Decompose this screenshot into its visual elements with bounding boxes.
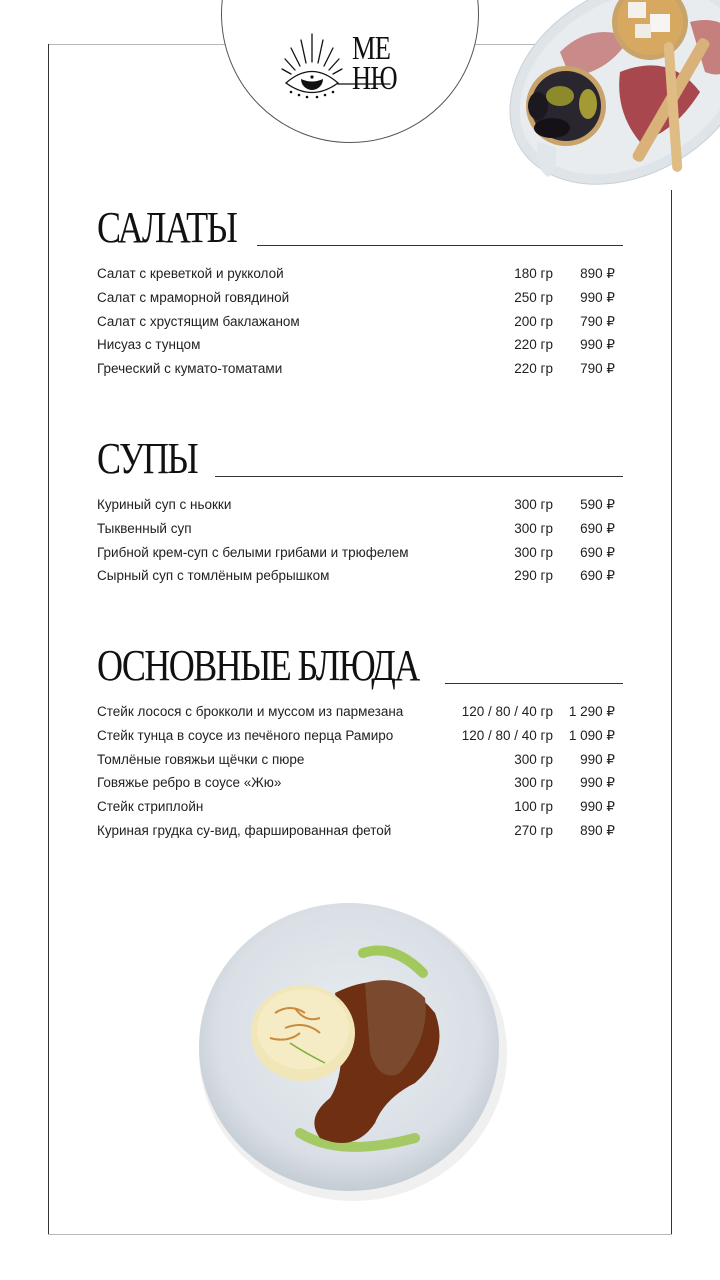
menu-item	[97, 799, 623, 823]
item-price: 990 ₽	[580, 799, 615, 815]
frame-border-bottom	[48, 1234, 672, 1235]
menu-item	[97, 521, 623, 545]
item-weight: 300 гр	[514, 751, 553, 767]
menu-item	[97, 728, 623, 752]
logo-wordmark-line2: НЮ	[352, 60, 397, 97]
logo-wordmark-line1: МЕ	[352, 30, 391, 67]
item-name: Куриная грудка су-вид, фаршированная фетой	[97, 822, 392, 838]
item-price: 990 ₽	[580, 751, 615, 767]
item-price: 990 ₽	[580, 775, 615, 791]
menu-item	[97, 290, 623, 314]
menu-list	[97, 497, 623, 592]
item-weight: 220 гр	[514, 337, 553, 353]
item-weight: 290 гр	[514, 568, 553, 584]
menu-item	[97, 704, 623, 728]
item-name: Салат с креветкой и рукколой	[97, 266, 284, 281]
item-name: Куриный суп с ньокки	[97, 497, 232, 512]
menu-item	[97, 752, 623, 776]
item-price: 1 290 ₽	[568, 704, 615, 719]
item-name: Салат с мраморной говядиной	[97, 289, 290, 305]
item-price: 890 ₽	[580, 266, 615, 281]
item-name: Нисуаз с тунцом	[97, 337, 201, 353]
menu-item	[97, 314, 623, 338]
menu-item	[97, 545, 623, 569]
section-title-soups	[97, 434, 623, 483]
frame-border-left	[48, 44, 49, 1235]
item-weight: 300 гр	[514, 544, 553, 560]
menu-item	[97, 266, 623, 290]
item-name: Стейк лосося с брокколи и муссом из пармезана	[97, 704, 404, 719]
item-weight: 100 гр	[514, 799, 553, 815]
item-price: 690 ₽	[580, 520, 615, 536]
item-price: 890 ₽	[580, 822, 615, 838]
menu-item	[97, 337, 623, 361]
menu-item	[97, 823, 623, 847]
item-name: Говяжье ребро в соусе «Жю»	[97, 775, 282, 791]
frame-border-right	[671, 190, 672, 1235]
section-title-main-dishes	[97, 641, 623, 690]
item-weight: 200 гр	[514, 313, 553, 329]
section-salads	[97, 203, 623, 385]
item-name: Греческий с кумато-томатами	[97, 361, 283, 377]
item-weight: 300 гр	[514, 497, 553, 512]
item-name: Стейк стриплойн	[97, 799, 204, 815]
item-price: 790 ₽	[580, 361, 615, 377]
heading-rule	[445, 683, 623, 684]
item-price: 690 ₽	[580, 544, 615, 560]
item-name: Томлёные говяжьи щёчки с пюре	[97, 751, 305, 767]
item-name: Сырный суп с томлёным ребрышком	[97, 568, 330, 584]
item-weight: 270 гр	[514, 822, 553, 838]
item-price: 690 ₽	[580, 568, 615, 584]
section-heading: ОСНОВНЫЕ БЛЮДА	[97, 641, 419, 690]
item-weight: 180 гр	[514, 266, 553, 281]
heading-rule	[215, 476, 623, 477]
menu-item	[97, 568, 623, 592]
item-name: Стейк тунца в соусе из печёного перца Рамиро	[97, 727, 394, 743]
item-weight: 300 гр	[514, 775, 553, 791]
menu-item	[97, 361, 623, 385]
charcuterie-platter-image	[500, 0, 720, 202]
section-soups	[97, 434, 623, 592]
menu-item	[97, 775, 623, 799]
section-title-salads	[97, 203, 623, 252]
item-weight: 220 гр	[514, 361, 553, 377]
section-heading: САЛАТЫ	[97, 203, 237, 252]
heading-rule	[257, 245, 623, 246]
section-heading: СУПЫ	[97, 434, 198, 483]
section-main-dishes	[97, 641, 623, 847]
menu-list	[97, 266, 623, 385]
item-price: 590 ₽	[580, 497, 615, 512]
item-price: 990 ₽	[580, 289, 615, 305]
menu-list	[97, 704, 623, 847]
item-weight: 120 / 80 / 40 гр	[461, 704, 553, 719]
item-price: 1 090 ₽	[568, 727, 615, 743]
item-weight: 300 гр	[514, 520, 553, 536]
item-price: 790 ₽	[580, 313, 615, 329]
main-dish-plate-image	[195, 893, 507, 1205]
item-price: 990 ₽	[580, 337, 615, 353]
item-name: Грибной крем-суп с белыми грибами и трюфелем	[97, 544, 409, 560]
item-weight: 250 гр	[514, 289, 553, 305]
menu-item	[97, 497, 623, 521]
item-name: Тыквенный суп	[97, 520, 192, 536]
item-weight: 120 / 80 / 40 гр	[461, 727, 553, 743]
logo-wordmark	[352, 30, 397, 97]
item-name: Салат с хрустящим баклажаном	[97, 313, 300, 329]
